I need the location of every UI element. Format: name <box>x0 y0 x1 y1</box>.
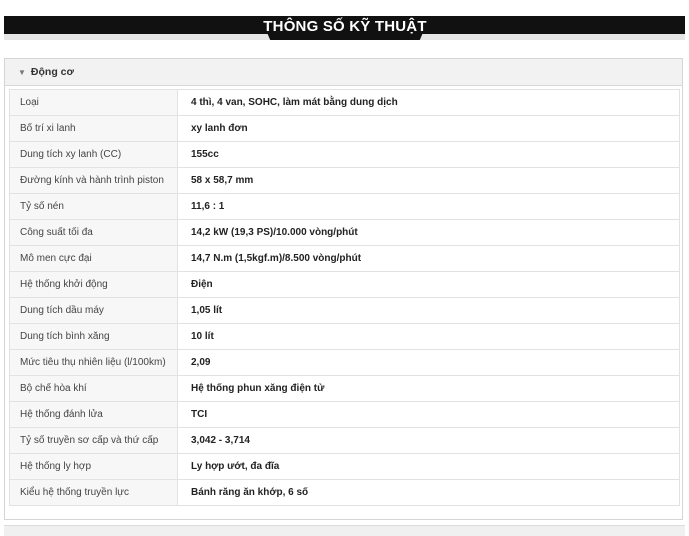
spec-label: Bố trí xi lanh <box>10 116 178 142</box>
spec-row <box>10 324 680 350</box>
spec-value: 11,6 : 1 <box>178 194 680 220</box>
spec-label: Hệ thống khởi động <box>10 272 178 298</box>
spec-label: Loại <box>10 90 178 116</box>
spec-row <box>10 272 680 298</box>
spec-label: Mô men cực đại <box>10 246 178 272</box>
spec-row <box>10 168 680 194</box>
spec-value: Điện <box>178 272 680 298</box>
spec-label: Hệ thống ly hợp <box>10 454 178 480</box>
spec-row <box>10 428 680 454</box>
spec-row <box>10 116 680 142</box>
spec-row <box>10 220 680 246</box>
spec-value: 2,09 <box>178 350 680 376</box>
spec-label: Tỷ số truyền sơ cấp và thứ cấp <box>10 428 178 454</box>
spec-row <box>10 454 680 480</box>
spec-value: Hệ thống phun xăng điện tử <box>178 376 680 402</box>
spec-row <box>10 402 680 428</box>
spec-label: Đường kính và hành trình piston <box>10 168 178 194</box>
spec-value: 58 x 58,7 mm <box>178 168 680 194</box>
caret-down-icon: ▼ <box>18 67 26 77</box>
specs-table <box>9 89 680 506</box>
spec-value: Ly hợp ướt, đa đĩa <box>178 454 680 480</box>
spec-row <box>10 90 680 116</box>
spec-label: Bộ chế hòa khí <box>10 376 178 402</box>
spec-label: Dung tích dầu máy <box>10 298 178 324</box>
spec-value: 3,042 - 3,714 <box>178 428 680 454</box>
spec-label: Mức tiêu thụ nhiên liệu (l/100km) <box>10 350 178 376</box>
spec-label: Tỷ số nén <box>10 194 178 220</box>
spec-row <box>10 298 680 324</box>
spec-row <box>10 376 680 402</box>
section-title: Động cơ <box>30 66 74 78</box>
spec-row <box>10 350 680 376</box>
spec-value: 14,7 N.m (1,5kgf.m)/8.500 vòng/phút <box>178 246 680 272</box>
spec-label: Công suất tối đa <box>10 220 178 246</box>
spec-label: Kiểu hệ thống truyền lực <box>10 480 178 506</box>
section-toggle-engine[interactable] <box>5 59 682 86</box>
specs-panel <box>4 58 683 520</box>
spec-label: Hệ thống đánh lửa <box>10 402 178 428</box>
spec-row <box>10 142 680 168</box>
spec-row <box>10 480 680 506</box>
spec-row <box>10 246 680 272</box>
next-section-strip <box>4 525 685 536</box>
spec-value: TCI <box>178 402 680 428</box>
spec-value: 1,05 lít <box>178 298 680 324</box>
spec-value: 14,2 kW (19,3 PS)/10.000 vòng/phút <box>178 220 680 246</box>
page-title: THÔNG SỐ KỸ THUẬT <box>263 18 427 35</box>
spec-value: 10 lít <box>178 324 680 350</box>
spec-value: Bánh răng ăn khớp, 6 số <box>178 480 680 506</box>
spec-label: Dung tích xy lanh (CC) <box>10 142 178 168</box>
spec-row <box>10 194 680 220</box>
spec-value: 4 thì, 4 van, SOHC, làm mát bằng dung dịch <box>178 90 680 116</box>
spec-value: xy lanh đơn <box>178 116 680 142</box>
spec-label: Dung tích bình xăng <box>10 324 178 350</box>
spec-value: 155cc <box>178 142 680 168</box>
